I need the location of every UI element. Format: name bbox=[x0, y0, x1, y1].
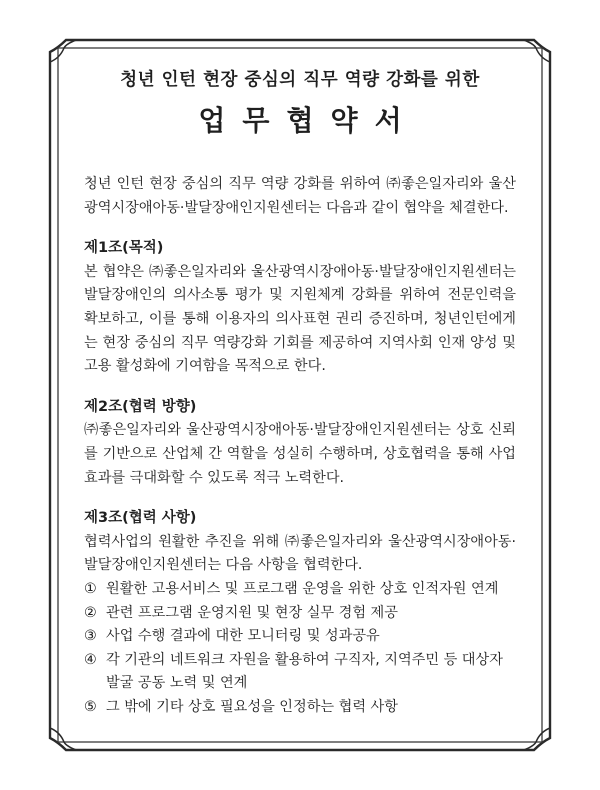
item-number: ① bbox=[84, 580, 97, 597]
document-title: 업무협약서 bbox=[198, 104, 419, 137]
list-item bbox=[84, 696, 516, 720]
item-text: 각 기관의 네트워크 자원을 활용하여 구직자, 지역주민 등 대상자 발굴 공동 노력 및 연계 bbox=[106, 651, 503, 692]
article-1 bbox=[84, 237, 516, 379]
article-3 bbox=[84, 507, 516, 719]
item-number: ⑤ bbox=[84, 698, 97, 715]
intro-paragraph: 청년 인턴 현장 중심의 직무 역량 강화를 위하여 ㈜좋은일자리와 울산광역시장애아동·발달장애인지원센터는 다음과 같이 협약을 체결한다. bbox=[84, 176, 516, 216]
cooperation-items bbox=[84, 578, 516, 720]
list-item bbox=[84, 625, 516, 649]
article-2-body: ㈜좋은일자리와 울산광역시장애아동·발달장애인지원센터는 상호 신뢰를 기반으로 산업체 간 역할을 성실히 수행하며, 상호협력을 통해 사업 효과를 극대화할 수 있도록 적극 노력한다. bbox=[84, 422, 516, 486]
article-1-heading: 제1조(목적) bbox=[84, 240, 164, 257]
list-item bbox=[84, 578, 516, 602]
article-2-heading: 제2조(협력 방향) bbox=[84, 398, 197, 415]
article-2 bbox=[84, 396, 516, 490]
document-subtitle: 청년 인턴 현장 중심의 직무 역량 강화를 위한 bbox=[120, 70, 480, 90]
list-item bbox=[84, 649, 516, 696]
item-number: ② bbox=[84, 604, 97, 621]
agreement-document bbox=[84, 62, 516, 719]
item-number: ④ bbox=[84, 651, 97, 668]
item-text: 그 밖에 기타 상호 필요성을 인정하는 협력 사항 bbox=[106, 698, 398, 715]
item-number: ③ bbox=[84, 628, 97, 645]
article-1-body: 본 협약은 ㈜좋은일자리와 울산광역시장애아동·발달장애인지원센터는 발달장애인의 의사소통 평가 및 지원체계 강화를 위하여 전문인력을 확보하고, 이를 통해 이용자의 의사표현 권리 증진하며, 청년인턴에게는 현장 중심의 직무 역량강화 기회를 제공하여 지역사회 인재 양성 및 고용 활성화에 기여함을 목적으로 한다. bbox=[84, 263, 516, 375]
list-item bbox=[84, 602, 516, 626]
item-text: 사업 수행 결과에 대한 모니터링 및 성과공유 bbox=[106, 628, 380, 645]
article-3-heading: 제3조(협력 사항) bbox=[84, 510, 197, 527]
item-text: 관련 프로그램 운영지원 및 현장 실무 경험 제공 bbox=[106, 604, 398, 621]
item-text: 원활한 고용서비스 및 프로그램 운영을 위한 상호 인적자원 연계 bbox=[106, 580, 499, 597]
article-3-body: 협력사업의 원활한 추진을 위해 ㈜좋은일자리와 울산광역시장애아동·발달장애인지원센터는 다음 사항을 협력한다. bbox=[84, 533, 516, 574]
